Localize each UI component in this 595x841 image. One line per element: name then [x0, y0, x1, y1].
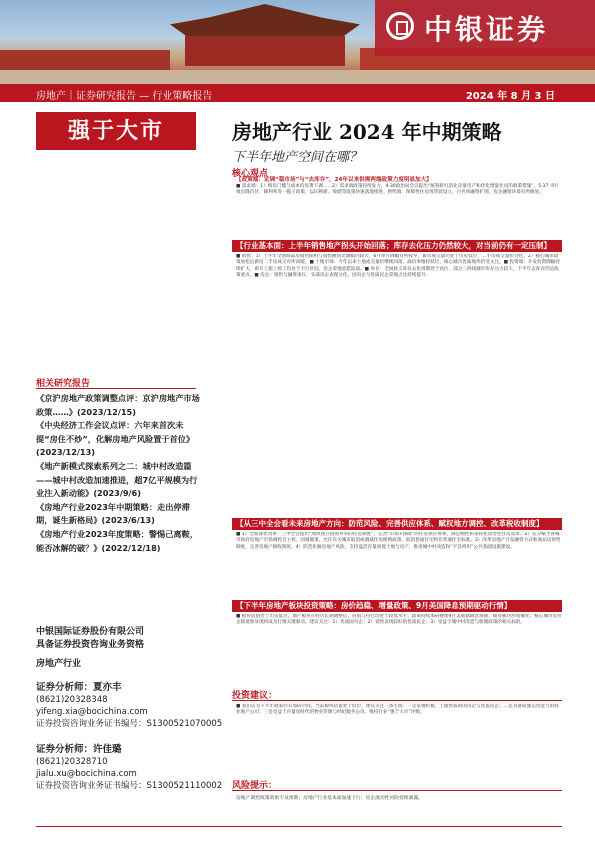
related-reports-list: [36, 392, 204, 555]
risk-heading: 风险提示：: [232, 781, 278, 791]
org-block: [36, 626, 144, 652]
section-text-fundamentals: ■ 销售：1）上半年全国商品房销售面积与销售额同比降幅仍较大，6月单月降幅有所收窄，新房成交量仍处于历史低位，二手房成交量价分化。2）核心城市政策放松后新房二手房成交有所回暖。■ 土地市场：今年以来土地成交量价继续回落，溢价率维持低位，核心城市优质地块仍受关注。■ 投资端：开发投资降幅持续扩大，新开工施工竣工均处于下行区间，房企拿地意愿较弱。■ 库存：全国狭义库存去化周期处于高位，部分三四线城市库存压力较大，下半年去库存仍是政策重点。■ 房企：销售与融资承压，头部房企表现分化，国央企与优质民企拿地占比持续提升。: [236, 254, 560, 279]
related-report-item[interactable]: 《京沪房地产政策调整点评：京沪房地产市场政策……》(2023/12/15): [36, 393, 200, 417]
courtyard-ground: [0, 70, 595, 84]
advice-text: ■ 我们认为下半年政策仍有加码空间，当前板块估值处于低位，建议关注三条主线：一是拿地积极、土储优质的国央企与优质民企；二是具备较强运营能力的商业地产公司；三是受益于存量房时代的物业管理与经纪服务公司。维持行业“强于大市”评级。: [236, 704, 559, 716]
core-view-headline: 【政策端：定调“稳市场”与“去库存”，24年以来供需两端政策力度明显加大】: [236, 177, 432, 183]
analyst-cert: 证券投资咨询业务证书编号：S1300521070005: [36, 719, 223, 729]
org-name: 中银国际证券股份有限公司: [36, 627, 145, 637]
logo-text: 中银证券: [424, 13, 549, 46]
related-report-item[interactable]: 《房地产行业2023年中期策略：走出停滞期，诞生新格局》(2023/6/13): [36, 501, 190, 526]
page-bottom-divider: [36, 826, 562, 827]
analyst-email[interactable]: yifeng.xia@bocichina.com: [36, 707, 148, 717]
rating-badge: 强于大市: [36, 112, 196, 150]
report-date: 2024 年 8 月 3 日: [465, 91, 555, 102]
page-title: 房地产行业 2024 年中期策略: [232, 120, 502, 144]
analyst-cert: 证券投资咨询业务证书编号：S1300521110002: [36, 781, 223, 791]
risk-text: 房地产调控政策效果不及预期；房地产行业基本面加速下行；房企流动性风险持续暴露。: [236, 796, 424, 801]
org-sector: 房地产行业: [36, 659, 82, 669]
report-category: 房地产｜证券研究报告 — 行业策略报告: [36, 91, 213, 102]
section-text-third-plenum: ■ 1）全面深化改革：三中全会提出“加快建立租购并举的住房制度”，完善“市场+保障”的住房供应体系，满足刚性和多样化改善性住房需求。2）充分赋予各城市政府房地产市场调控自主权，因城施策，允许有关城市取消或调减住房限购政策、取消普通住宅和非普通住宅标准。3）改革房地产开发融资方式和商品房预售制度，完善房地产税收制度。4）防范化解房地产风险，支持盘活存量闲置土地与房产，推进城中村改造和“平急两用”公共基础设施建设。: [236, 532, 561, 550]
section-head-strategy: 【下半年房地产板块投资策略：房价趋稳、增量政策、9月美国降息预期驱动行情】: [232, 600, 562, 612]
page-subtitle: 下半年地产空间在哪？: [232, 150, 363, 165]
related-report-item[interactable]: 《地产新模式探索系列之二：城中村改造篇——城中村改造加速推进，超7亿平规模为行业注入新动能》(2023/9/6): [36, 460, 198, 499]
related-reports-divider: [36, 388, 196, 389]
advice-heading: 投资建议：: [232, 691, 278, 701]
palace-hall-shape: [185, 36, 345, 66]
analyst-phone: (8621)20328348: [36, 695, 108, 705]
section-text-strategy: ■ 板块估值处于历史低位，地产板块在经历长期调整后，估值与持仓均处于较低水平。政策持续加码叠加9月美联储降息预期，或对板块形成催化；核心城市房价企稳迹象显现将成为行情关键驱动。建议关注：1）优质国央企；2）销售表现较好的优质民企；3）受益于城中村改造与收储政策的相关标的。: [236, 614, 562, 626]
section-head-fundamentals: 【行业基本面：上半年销售地产拐头开始回落；库存去化压力仍然较大，对当前仍有一定压制】: [232, 240, 562, 252]
bank-logo-icon: [386, 12, 414, 40]
related-report-item[interactable]: 《中央经济工作会议点评：六年来首次未提“房住不炒”，化解房地产风险置于首位》(2023/12/13): [36, 420, 195, 458]
related-reports-title: 相关研究报告: [36, 379, 91, 389]
analyst-block-1: [36, 682, 222, 730]
advice-divider: [232, 700, 562, 701]
analyst-block-2: [36, 744, 222, 792]
top-bar: [0, 84, 595, 102]
related-report-item[interactable]: 《房地产行业2023年度策略：警惕己离鞍，能否冰解的破？》(2022/12/18): [36, 528, 198, 553]
analyst-email[interactable]: jialu.xu@bocichina.com: [36, 769, 137, 779]
section-head-third-plenum: 【从三中全会看未来房地产方向：防范风险、完善供应体系、赋权地方调控、改革税收制度】: [232, 518, 562, 530]
core-view-text: ■ 需求端：1）购房门槛与成本均显著下调……2）需求端政策持续发力，4·30政治局会议提出“统筹研究消化存量房产和优化增量住房的政策措施”，5·17 央行推出降首付、降利率等一揽子政策，以旧换新、收储等政策快速落地推进。供给端：保障性住房再贷款设立，白名单融资扩围，房企融资环境有所修复。: [236, 184, 560, 196]
risk-divider: [232, 790, 562, 791]
palace-roof-shape: [170, 4, 360, 38]
analyst-name: 证券分析师：夏亦丰: [36, 682, 122, 693]
core-view-label: 核心观点: [232, 169, 269, 179]
analyst-name: 证券分析师：许佳璐: [36, 744, 122, 755]
core-view-block: [236, 176, 562, 236]
analyst-phone: (8621)20328710: [36, 757, 108, 767]
org-qualification: 具备证券投资咨询业务资格: [36, 640, 145, 650]
